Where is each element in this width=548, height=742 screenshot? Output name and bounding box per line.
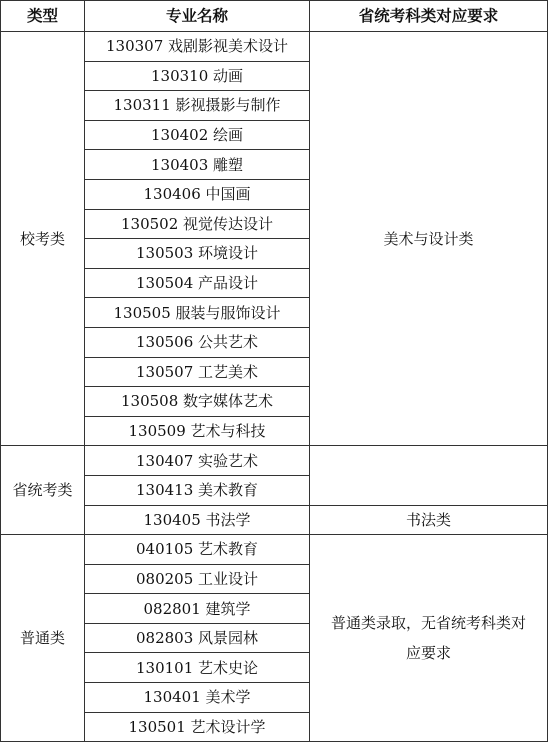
major-cell: 040105 艺术教育 [85,535,310,565]
category-cell: 校考类 [1,32,85,446]
table-row [1,32,548,62]
major-cell: 080205 工业设计 [85,564,310,594]
major-cell: 130508 数字媒体艺术 [85,387,310,417]
header-major-name: 专业名称 [85,1,310,32]
requirement-cell: 书法类 [310,505,548,535]
major-cell: 082801 建筑学 [85,594,310,624]
major-cell: 130505 服装与服饰设计 [85,298,310,328]
major-cell: 130507 工艺美术 [85,357,310,387]
major-cell: 130311 影视摄影与制作 [85,91,310,121]
major-cell: 130307 戏剧影视美术设计 [85,32,310,62]
header-requirement: 省统考科类对应要求 [310,1,548,32]
header-row [1,1,548,32]
table-row [1,535,548,565]
major-cell: 130501 艺术设计学 [85,712,310,742]
major-cell: 130405 书法学 [85,505,310,535]
major-cell: 130506 公共艺术 [85,327,310,357]
major-cell: 130502 视觉传达设计 [85,209,310,239]
major-cell: 130406 中国画 [85,179,310,209]
major-cell: 130413 美术教育 [85,475,310,505]
requirement-cell: 美术与设计类 [310,32,548,446]
requirement-cell: 普通类录取，无省统考科类对应要求 [310,535,548,742]
major-cell: 130504 产品设计 [85,268,310,298]
header-type: 类型 [1,1,85,32]
major-cell: 082803 风景园林 [85,623,310,653]
major-cell: 130407 实验艺术 [85,446,310,476]
major-cell: 130503 环境设计 [85,239,310,269]
table-row [1,446,548,476]
major-cell: 130402 绘画 [85,120,310,150]
major-cell: 130401 美术学 [85,683,310,713]
major-cell: 130101 艺术史论 [85,653,310,683]
major-cell: 130509 艺术与科技 [85,416,310,446]
major-cell: 130403 雕塑 [85,150,310,180]
major-cell: 130310 动画 [85,61,310,91]
category-cell: 省统考类 [1,446,85,535]
requirement-cell [310,446,548,505]
category-cell: 普通类 [1,535,85,742]
